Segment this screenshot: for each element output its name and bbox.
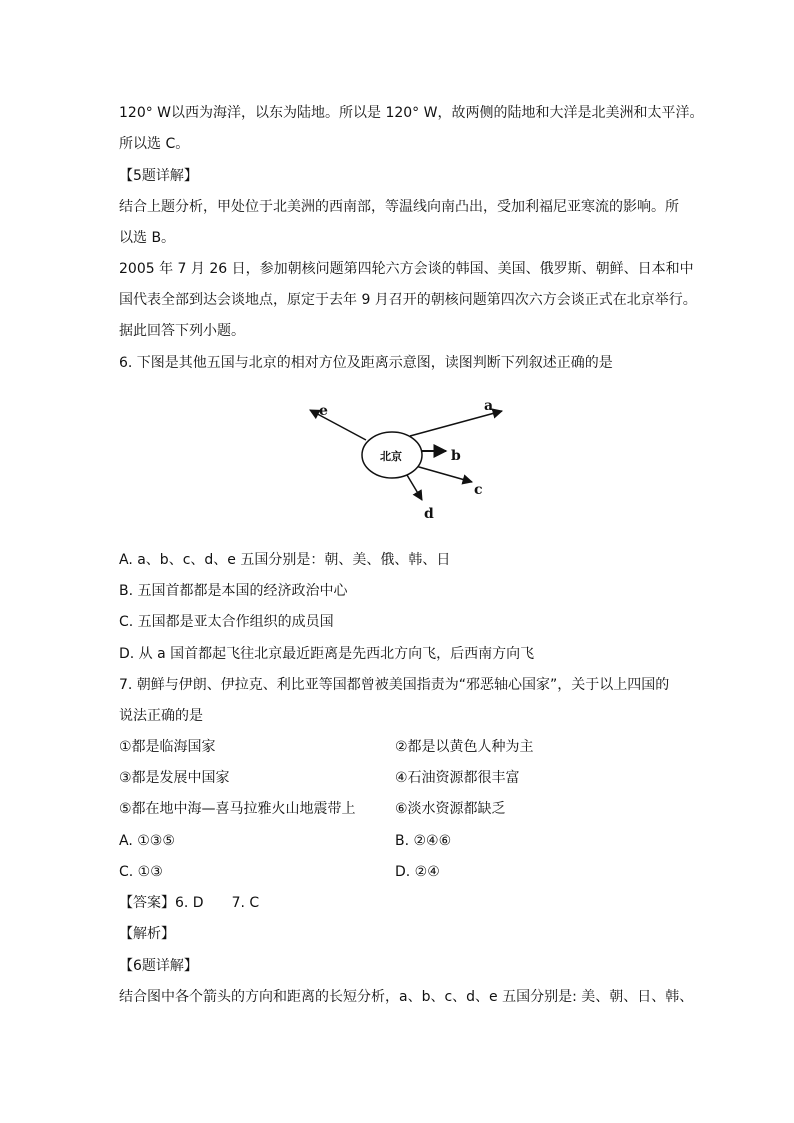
- q5-heading: 【5题详解】: [119, 168, 198, 184]
- q7-option-d: D. ②④: [395, 864, 440, 880]
- label-c: c: [474, 482, 483, 498]
- arrow-a: [410, 411, 502, 436]
- text-line-2: 所以选 C。: [119, 136, 190, 152]
- arrow-c: [412, 465, 472, 482]
- q7-statement-2: ②都是以黄色人种为主: [395, 739, 534, 755]
- q6-detail-heading: 【6题详解】: [119, 958, 198, 974]
- text-line-4: 结合上题分析，甲处位于北美洲的西南部，等温线向南凸出，受加利福尼亚寒流的影响。所: [119, 199, 679, 215]
- q6-option-d: D. 从 a 国首都起飞往北京最近距离是先西北方向飞，后西南方向飞: [119, 646, 535, 662]
- q6-option-c: C. 五国都是亚太合作组织的成员国: [119, 614, 334, 630]
- q6-detail-text: 结合图中各个箭头的方向和距离的长短分析，a、b、c、d、e 五国分别是: 美、朝、日、韩、: [119, 989, 694, 1005]
- q7-statement-5: ⑤都在地中海—喜马拉雅火山地震带上: [119, 801, 356, 817]
- direction-diagram-svg: [300, 390, 520, 530]
- q6-option-a: A. a、b、c、d、e 五国分别是：朝、美、俄、韩、日: [119, 552, 451, 568]
- q7-option-a: A. ①③⑤: [119, 833, 175, 849]
- q7-statement-3: ③都是发展中国家: [119, 770, 230, 786]
- q7-option-b: B. ②④⑥: [395, 833, 452, 849]
- question-6: 6. 下图是其他五国与北京的相对方位及距离示意图，读图判断下列叙述正确的是: [119, 355, 613, 371]
- question-7: 7. 朝鲜与伊朗、伊拉克、利比亚等国都曾被美国指责为“邪恶轴心国家”，关于以上四国的: [119, 677, 670, 693]
- answer-line: 【答案】6. D 7. C: [119, 895, 260, 911]
- q7-option-c: C. ①③: [119, 864, 163, 880]
- label-a: a: [484, 398, 494, 414]
- text-line-1: 120° W以西为海洋，以东为陆地。所以是 120° W，故两侧的陆地和大洋是北美洲和太平洋。: [119, 105, 704, 121]
- label-b: b: [451, 448, 461, 464]
- q7-statement-6: ⑥淡水资源都缺乏: [395, 801, 506, 817]
- text-line-6: 2005 年 7 月 26 日，参加朝核问题第四轮六方会谈的韩国、美国、俄罗斯、朝鲜、日本和中: [119, 261, 694, 277]
- beijing-label: 北京: [380, 450, 402, 463]
- label-d: d: [424, 506, 434, 522]
- q7-statement-4: ④石油资源都很丰富: [395, 770, 520, 786]
- text-line-8: 据此回答下列小题。: [119, 323, 245, 339]
- q6-option-b: B. 五国首都都是本国的经济政治中心: [119, 583, 348, 599]
- text-line-7: 国代表全部到达会谈地点，原定于去年 9 月召开的朝核问题第四次六方会谈正式在北京举行。: [119, 292, 697, 308]
- analysis-heading: 【解析】: [119, 926, 175, 942]
- label-e: e: [319, 403, 328, 419]
- direction-diagram: [300, 390, 520, 530]
- q7-statement-1: ①都是临海国家: [119, 739, 216, 755]
- question-7-cont: 说法正确的是: [119, 708, 203, 724]
- text-line-5: 以选 B。: [119, 230, 176, 246]
